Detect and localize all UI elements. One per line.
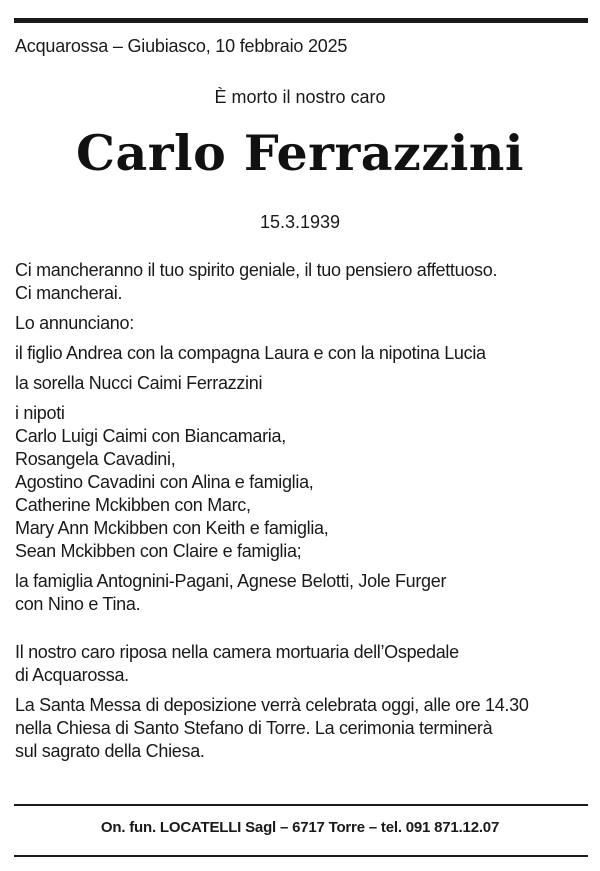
farewell-message [15, 259, 590, 305]
announce-heading [15, 312, 590, 335]
nephew-item: Agostino Cavadini con Alina e famiglia, [15, 472, 314, 492]
rest-location-line: Il nostro caro riposa nella camera mortuaria dell’Ospedale [15, 642, 459, 662]
deceased-name: Carlo Ferrazzini [75, 124, 525, 182]
farewell-line: Ci mancherai. [15, 283, 123, 303]
family-sister [15, 372, 590, 395]
section-gap [15, 623, 590, 641]
farewell-line: Ci mancheranno il tuo spirito geniale, il tuo pensiero affettuoso. [15, 260, 498, 280]
family-son-text: il figlio Andrea con la compagna Laura e con la nipotina Lucia [15, 343, 486, 363]
mass-details-line: La Santa Messa di deposizione verrà celebrata oggi, alle ore 14.30 [15, 695, 529, 715]
mass-details-line: sul sagrato della Chiesa. [15, 741, 205, 761]
nephew-item: Sean Mckibben con Claire e famiglia; [15, 541, 302, 561]
family-son [15, 342, 590, 365]
top-divider [14, 18, 588, 23]
mass-details [15, 694, 590, 763]
funeral-home-info: On. fun. LOCATELLI Sagl – 6717 Torre – tel. 091 871.12.07 [100, 819, 500, 836]
nephew-item: Carlo Luigi Caimi con Biancamaria, [15, 426, 286, 446]
family-others-line: con Nino e Tina. [15, 594, 141, 614]
nephew-item: Mary Ann Mckibben con Keith e famiglia, [15, 518, 329, 538]
nephew-item: Rosangela Cavadini, [15, 449, 176, 469]
footer-divider-bottom [14, 855, 588, 857]
rest-location-line: di Acquarossa. [15, 665, 129, 685]
nephews-heading: i nipoti [15, 403, 65, 423]
intro-text: È morto il nostro caro [214, 87, 386, 107]
footer-divider-top [14, 804, 588, 806]
family-nephews [15, 402, 590, 563]
mass-details-line: nella Chiesa di Santo Stefano di Torre. La cerimonia terminerà [15, 718, 493, 738]
family-sister-text: la sorella Nucci Caimi Ferrazzini [15, 373, 263, 393]
birth-date: 15.3.1939 [259, 212, 341, 232]
family-others [15, 570, 590, 616]
nephew-item: Catherine Mckibben con Marc, [15, 495, 251, 515]
family-others-line: la famiglia Antognini-Pagani, Agnese Belotti, Jole Furger [15, 571, 447, 591]
rest-location [15, 641, 590, 687]
place-date: Acquarossa – Giubiasco, 10 febbraio 2025 [15, 36, 348, 56]
notice-body [15, 259, 590, 770]
announce-text: Lo annunciano: [15, 313, 134, 333]
